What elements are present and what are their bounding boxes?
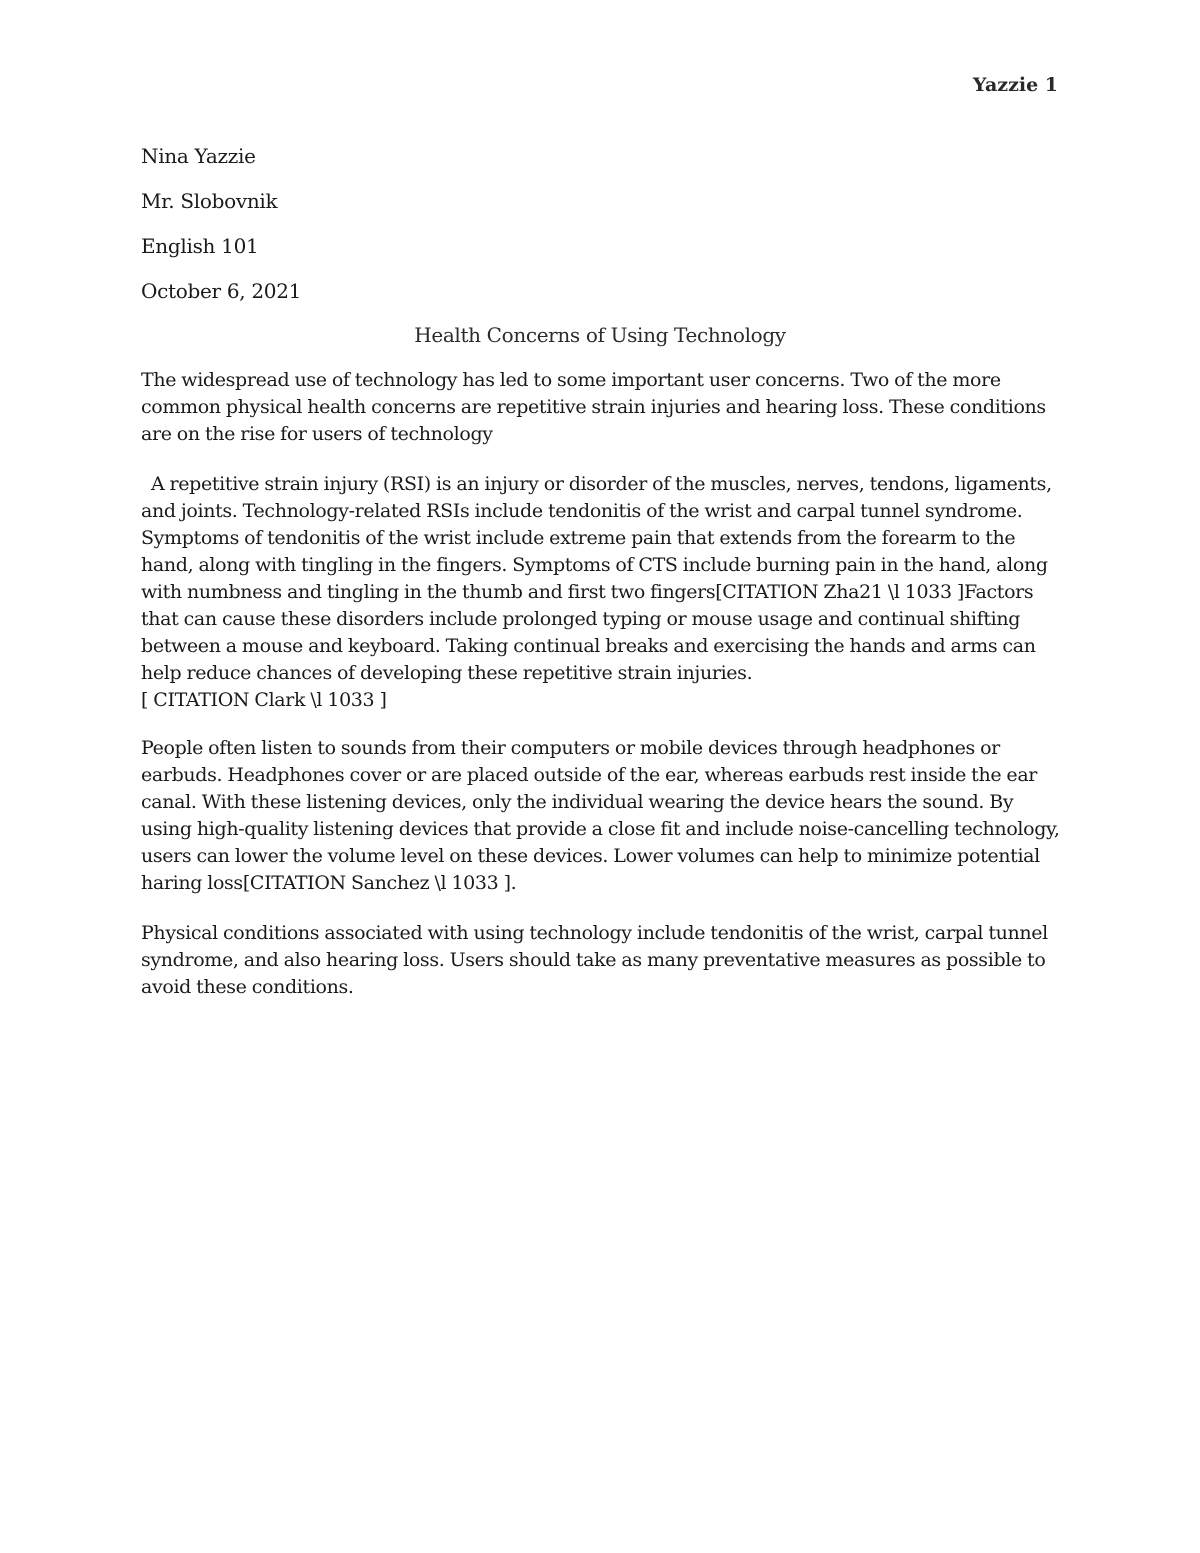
citation-clark: [ CITATION Clark \l 1033 ] <box>141 689 387 711</box>
student-name: Nina Yazzie <box>141 144 256 168</box>
paragraph-conclusion: Physical conditions associated with using technology include tendonitis of the wrist, carpal tunnel syndrome, and also hearing loss. Users should take as many preventative measures as possible to avoid these conditions. <box>141 922 1048 998</box>
instructor-name: Mr. Slobovnik <box>141 189 278 213</box>
page-header: Yazzie 1 <box>972 74 1058 96</box>
document-title: Health Concerns of Using Technology <box>414 323 786 347</box>
course-name: English 101 <box>141 234 259 258</box>
paragraph-rsi-text: A repetitive strain injury (RSI) is an injury or disorder of the muscles, nerves, tendons, ligaments, and joints. Technology-related RSIs include tendonitis of the wrist and carpal tunnel syndrome. Symptoms of tendonitis of the wrist include extreme pain that extends from the forearm to the hand, along with tingling in the fingers. Symptoms of CTS include burning pain in the hand, along with numbness and tingling in the thumb and first two fingers[CITATION Zha21 \l 1033 ]Factors that can cause these disorders include prolonged typing or mouse usage and continual shifting between a mouse and keyboard. Taking continual breaks and exercising the hands and arms can help reduce chances of developing these repetitive strain injuries. <box>141 473 1052 684</box>
document-date: October 6, 2021 <box>141 279 302 303</box>
paragraph-intro: The widespread use of technology has led to some important user concerns. Two of the more common physical health concerns are repetitive strain injuries and hearing loss. These conditions are on the rise for users of technology <box>141 369 1046 445</box>
paragraph-hearing: People often listen to sounds from their computers or mobile devices through headphones or earbuds. Headphones cover or are placed outside of the ear, whereas earbuds rest inside the ear canal. With these listening devices, only the individual wearing the device hears the sound. By using high-quality listening devices that provide a close fit and include noise-cancelling technology, users can lower the volume level on these devices. Lower volumes can help to minimize potential haring loss[CITATION Sanchez \l 1033 ]. <box>141 737 1060 894</box>
paragraph-rsi <box>141 471 1061 714</box>
